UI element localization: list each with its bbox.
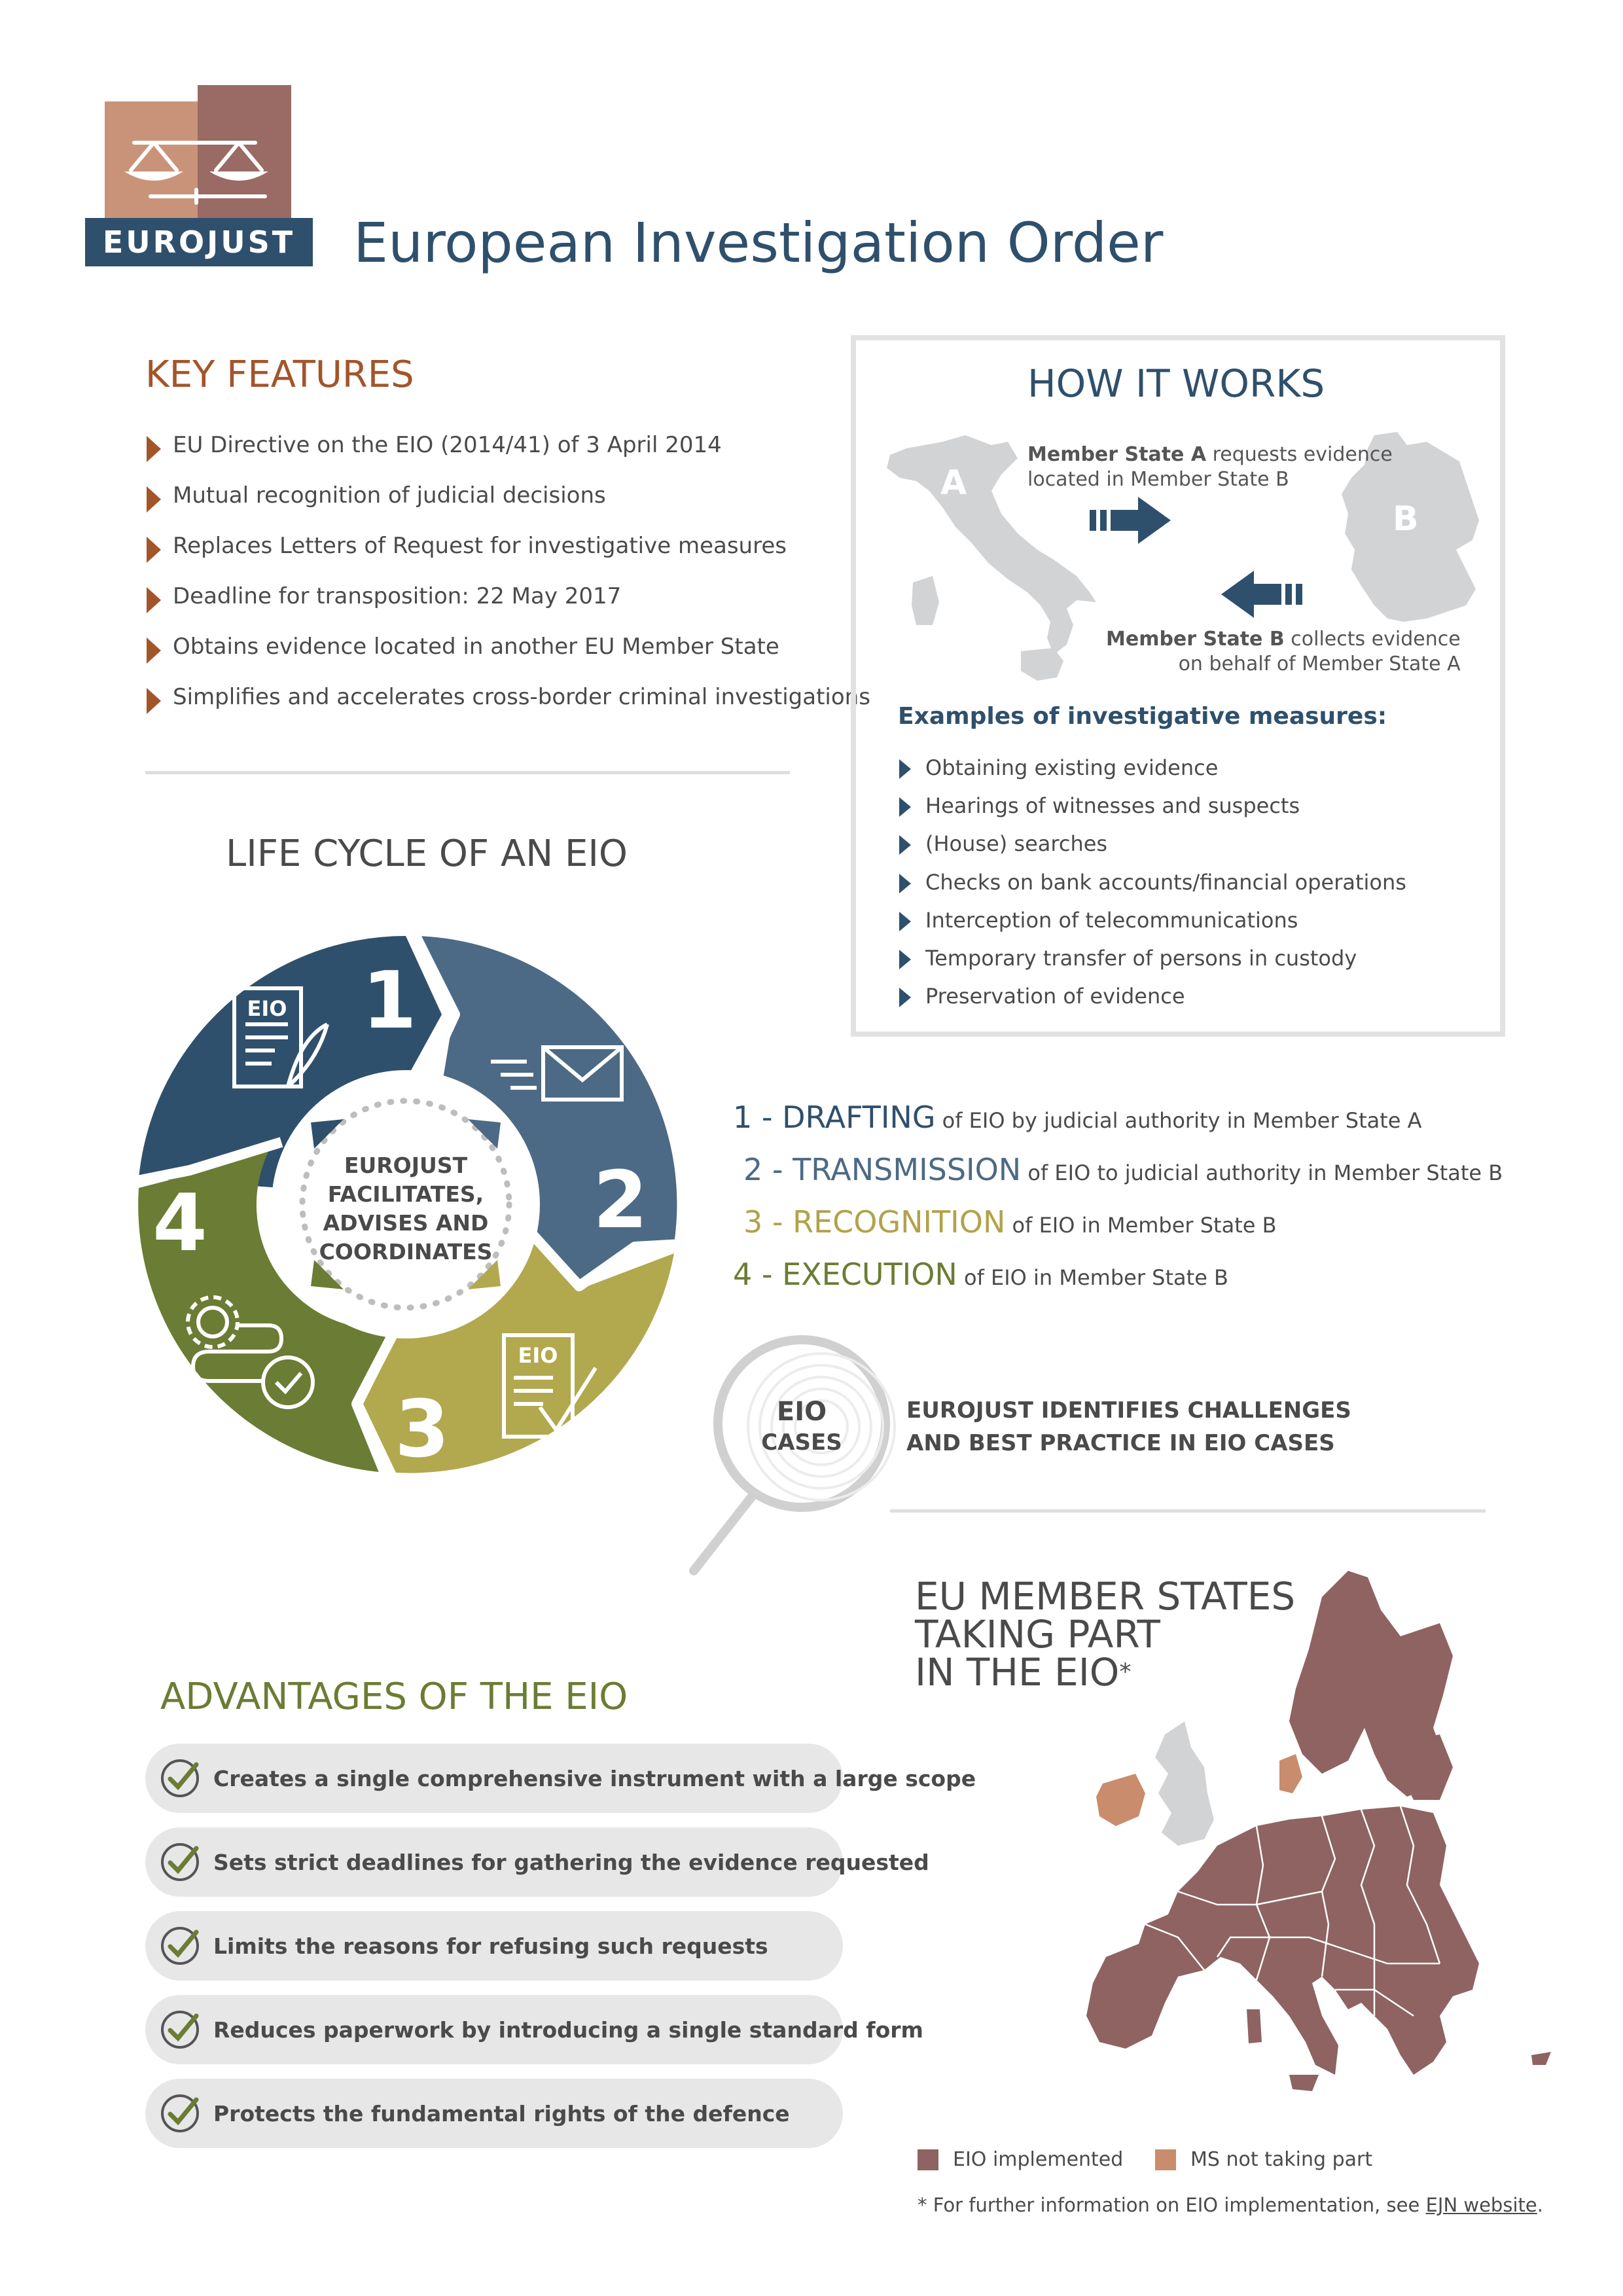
segment-number-4: 4 xyxy=(152,1178,207,1269)
lens-text-line1: EIO xyxy=(776,1397,827,1427)
life-cycle-diagram xyxy=(92,890,720,1518)
step-drafting xyxy=(733,1100,1422,1135)
footnote-prefix: * For further information on EIO implementation, see xyxy=(918,2194,1426,2216)
ms-title-line-1: EU MEMBER STATES xyxy=(915,1574,1296,1619)
center-line-4: COORDINATES xyxy=(319,1239,493,1265)
advantages-title: ADVANTAGES OF THE EIO xyxy=(160,1676,628,1718)
state-b-description xyxy=(1106,627,1461,677)
step-1-head: 1 - DRAFTING xyxy=(733,1100,936,1135)
center-line-2: FACILITATES, xyxy=(327,1181,484,1207)
state-a-description xyxy=(1027,442,1393,492)
example-item: Checks on bank accounts/financial operations xyxy=(898,870,1406,908)
check-circle-icon xyxy=(157,2007,203,2053)
example-item: Temporary transfer of persons in custody xyxy=(898,946,1406,984)
ejn-website-link[interactable]: EJN website xyxy=(1425,2194,1537,2216)
check-circle-icon xyxy=(157,1839,203,1885)
example-item: Preservation of evidence xyxy=(898,984,1406,1022)
ms-title-line-2: TAKING PART xyxy=(915,1612,1160,1657)
step-3-rest: of EIO in Member State B xyxy=(1005,1213,1277,1238)
legend-eio-implemented xyxy=(918,2148,1123,2171)
lens-text-line2: CASES xyxy=(761,1429,842,1456)
key-features-title: KEY FEATURES xyxy=(145,353,414,396)
advantage-text: Limits the reasons for refusing such requests xyxy=(213,1933,768,1959)
example-item: Obtaining existing evidence xyxy=(898,755,1406,793)
advantage-item xyxy=(145,1911,843,1981)
cases-line-1: EUROJUST IDENTIFIES CHALLENGES xyxy=(906,1397,1351,1424)
map-label-a: A xyxy=(940,463,967,503)
legend-swatch xyxy=(1155,2149,1176,2170)
state-a-line2: located in Member State B xyxy=(1027,468,1289,491)
legend-swatch xyxy=(918,2149,938,2170)
step-2-rest: of EIO to judicial authority in Member State B xyxy=(1021,1160,1503,1185)
advantage-text: Reduces paperwork by introducing a single standard form xyxy=(213,2017,923,2043)
legend-label: MS not taking part xyxy=(1190,2148,1373,2171)
cases-statement xyxy=(906,1394,1351,1460)
key-feature-item: EU Directive on the EIO (2014/41) of 3 April 2014 xyxy=(144,432,851,482)
scales-of-justice-logo-icon xyxy=(105,85,291,220)
step-execution xyxy=(733,1257,1228,1292)
step-4-head: 4 - EXECUTION xyxy=(733,1257,957,1292)
legend-ms-not-taking-part xyxy=(1155,2148,1372,2171)
state-a-rest: requests evidence xyxy=(1206,443,1393,466)
example-item: Interception of telecommunications xyxy=(898,908,1406,946)
key-feature-item: Obtains evidence located in another EU Member State xyxy=(144,634,851,684)
divider xyxy=(890,1509,1486,1513)
examples-title: Examples of investigative measures: xyxy=(898,703,1387,730)
divider xyxy=(145,771,790,774)
how-it-works-title: HOW IT WORKS xyxy=(1027,361,1325,406)
step-recognition xyxy=(743,1204,1277,1240)
advantage-item xyxy=(145,1744,976,1813)
step-transmission xyxy=(743,1152,1503,1187)
key-feature-item: Deadline for transposition: 22 May 2017 xyxy=(144,583,851,634)
footnote xyxy=(918,2194,1543,2216)
key-features-list xyxy=(144,432,870,734)
cases-line-2: AND BEST PRACTICE IN EIO CASES xyxy=(906,1430,1335,1456)
step-3-head: 3 - RECOGNITION xyxy=(743,1204,1006,1240)
state-b-bold: Member State B xyxy=(1106,628,1285,651)
examples-list xyxy=(898,755,1406,1022)
key-feature-item: Mutual recognition of judicial decisions xyxy=(144,482,851,533)
check-circle-icon xyxy=(157,1923,203,1969)
life-cycle-title: LIFE CYCLE OF AN EIO xyxy=(226,833,628,875)
page-title: European Investigation Order xyxy=(353,211,1164,275)
key-feature-item: Simplifies and accelerates cross-border criminal investigations xyxy=(144,684,851,734)
step-4-rest: of EIO in Member State B xyxy=(957,1265,1228,1290)
segment-number-3: 3 xyxy=(395,1384,450,1475)
advantage-text: Creates a single comprehensive instrument with a large scope xyxy=(213,1765,976,1791)
state-b-rest: collects evidence xyxy=(1284,628,1461,651)
state-b-line2: on behalf of Member State A xyxy=(1178,653,1461,675)
check-circle-icon xyxy=(157,2090,203,2136)
europe-map-icon xyxy=(982,1558,1558,2147)
key-feature-item: Replaces Letters of Request for investigative measures xyxy=(144,533,851,583)
example-item: Hearings of witnesses and suspects xyxy=(898,793,1406,831)
arrow-left-icon xyxy=(1217,568,1302,620)
advantage-item xyxy=(145,2079,843,2148)
magnifier-icon xyxy=(681,1329,897,1590)
arrow-right-icon xyxy=(1090,494,1175,547)
center-line-3: ADVISES AND xyxy=(323,1210,489,1236)
recognition-icon-label: EIO xyxy=(518,1343,558,1368)
footnote-suffix: . xyxy=(1537,2194,1543,2216)
check-circle-icon xyxy=(157,1755,203,1801)
advantage-text: Protects the fundamental rights of the defence xyxy=(213,2100,790,2126)
advantage-text: Sets strict deadlines for gathering the evidence requested xyxy=(213,1849,929,1875)
example-item: (House) searches xyxy=(898,831,1406,869)
advantage-item xyxy=(145,1827,929,1897)
ms-title-mark: * xyxy=(1119,1659,1132,1685)
center-line-1: EUROJUST xyxy=(344,1153,468,1178)
step-1-rest: of EIO by judicial authority in Member State A xyxy=(935,1108,1422,1133)
advantage-item xyxy=(145,1995,923,2064)
segment-number-1: 1 xyxy=(362,956,417,1047)
legend-label: EIO implemented xyxy=(953,2148,1124,2171)
eurojust-logo-wordmark: EUROJUST xyxy=(85,218,313,266)
map-label-b: B xyxy=(1393,499,1419,539)
drafting-icon-label: EIO xyxy=(247,996,287,1021)
ms-title-line-3: IN THE EIO xyxy=(915,1650,1120,1695)
segment-number-2: 2 xyxy=(593,1155,648,1246)
step-2-head: 2 - TRANSMISSION xyxy=(743,1152,1022,1187)
state-a-bold: Member State A xyxy=(1027,443,1207,466)
